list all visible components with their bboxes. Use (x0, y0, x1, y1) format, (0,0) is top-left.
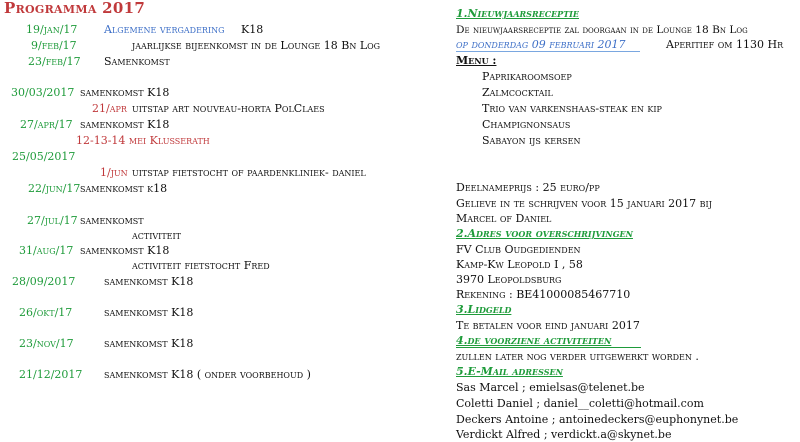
schedule-date: 1/jun (100, 166, 128, 179)
contact-text: Marcel of Daniel (456, 212, 552, 225)
schedule-text: samenkomst K18 (80, 118, 170, 131)
schedule-date: 26/okt/17 (19, 306, 73, 319)
schedule-text: jaarlijkse bijeenkomst in de Lounge 18 Bn Log (132, 39, 381, 52)
schedule-text: uitstap fietstocht of paardenkliniek- daniel (132, 166, 366, 179)
schedule-date: 12-13-14 mei Klusserath (76, 134, 210, 147)
email-line: Coletti Daniel ; daniel__coletti@hotmail.com (456, 397, 704, 410)
section-heading: 1.Nieuwjaarsreceptie (456, 7, 579, 20)
menu-item: Paprikaroomsoep (482, 70, 572, 83)
schedule-text: uitstap art nouveau-horta PolClaes (132, 102, 325, 115)
menu-item: Zalmcocktail (482, 86, 553, 99)
section-heading-text: 4.de voorziene activiteiten (456, 334, 641, 348)
schedule-date: 30/03/2017 (11, 86, 75, 99)
menu-item: Sabayon ijs kersen (482, 134, 581, 147)
schedule-date: 19/jan/17 (26, 23, 78, 36)
section-heading: 2.Adres voor overschrijvingen (456, 227, 633, 240)
event-date-text: op donderdag 09 februari 2017 (456, 38, 640, 52)
page-title: Programma 2017 (4, 0, 146, 17)
fee-text: Te betalen voor eind januari 2017 (456, 319, 640, 332)
schedule-date: 22/jun/17 (28, 182, 81, 195)
email-line: Verdickt Alfred ; verdickt.a@skynet.be (456, 428, 672, 441)
schedule-date: 31/aug/17 (19, 244, 74, 257)
later-text: zullen later nog verder uitgewerkt worden . (456, 350, 699, 363)
schedule-text: samenkomst K18 (104, 337, 194, 350)
schedule-date: 25/05/2017 (12, 150, 76, 163)
section-heading: 3.Lidgeld (456, 303, 512, 316)
paragraph: De nieuwjaarsreceptie zal doorgaan in de Lounge 18 Bn Log (456, 24, 748, 36)
section-heading (456, 334, 641, 348)
schedule-date: 23/feb/17 (28, 55, 81, 68)
price-text: Deelnameprijs : 25 euro/pp (456, 181, 600, 194)
schedule-text: activiteit (132, 229, 182, 242)
schedule-text: samenkomst K18 (80, 244, 170, 257)
schedule-date: 27/jul/17 (27, 214, 78, 227)
account-text: Rekening : BE41000085467710 (456, 288, 631, 301)
schedule-text: samenkomst K18 ( onder voorbehoud ) (104, 368, 311, 381)
schedule-text: samenkomst K18 (80, 86, 170, 99)
menu-item: Trio van varkenshaas-steak en kip (482, 102, 662, 115)
schedule-date: 21/12/2017 (19, 368, 83, 381)
schedule-date: 28/09/2017 (12, 275, 76, 288)
schedule-date: 21/apr (92, 102, 127, 115)
schedule-text: Samenkomst (104, 55, 170, 68)
signup-text: Gelieve in te schrijven voor 15 januari 2017 bij (456, 197, 712, 210)
email-line: Sas Marcel ; emielsas@telenet.be (456, 381, 645, 394)
address-line: 3970 Leopoldsburg (456, 273, 562, 286)
menu-item: Champignonsaus (482, 118, 571, 131)
schedule-date: 27/apr/17 (20, 118, 73, 131)
schedule-date: 9/feb/17 (31, 39, 77, 52)
email-line: Deckers Antoine ; antoinedeckers@euphonynet.be (456, 413, 739, 426)
schedule-text: samenkomst k18 (80, 182, 168, 195)
schedule-extra: K18 (241, 23, 264, 36)
schedule-date: 23/nov/17 (19, 337, 74, 350)
section-heading: 5.E-Mail adressen (456, 365, 563, 378)
address-line: FV Club Oudgedienden (456, 243, 581, 256)
schedule-text: samenkomst K18 (104, 275, 194, 288)
schedule-text: activiteit fietstocht Fred (132, 259, 270, 272)
schedule-text: samenkomst K18 (104, 306, 194, 319)
aperitief-text: Aperitief om 1130 Hr (666, 38, 784, 51)
address-line: Kamp-Kw Leopold I , 58 (456, 258, 583, 271)
schedule-text: samenkomst (80, 214, 144, 227)
schedule-text: Algemene vergadering (104, 23, 225, 36)
menu-label: Menu : (456, 54, 497, 67)
event-date (456, 38, 640, 52)
